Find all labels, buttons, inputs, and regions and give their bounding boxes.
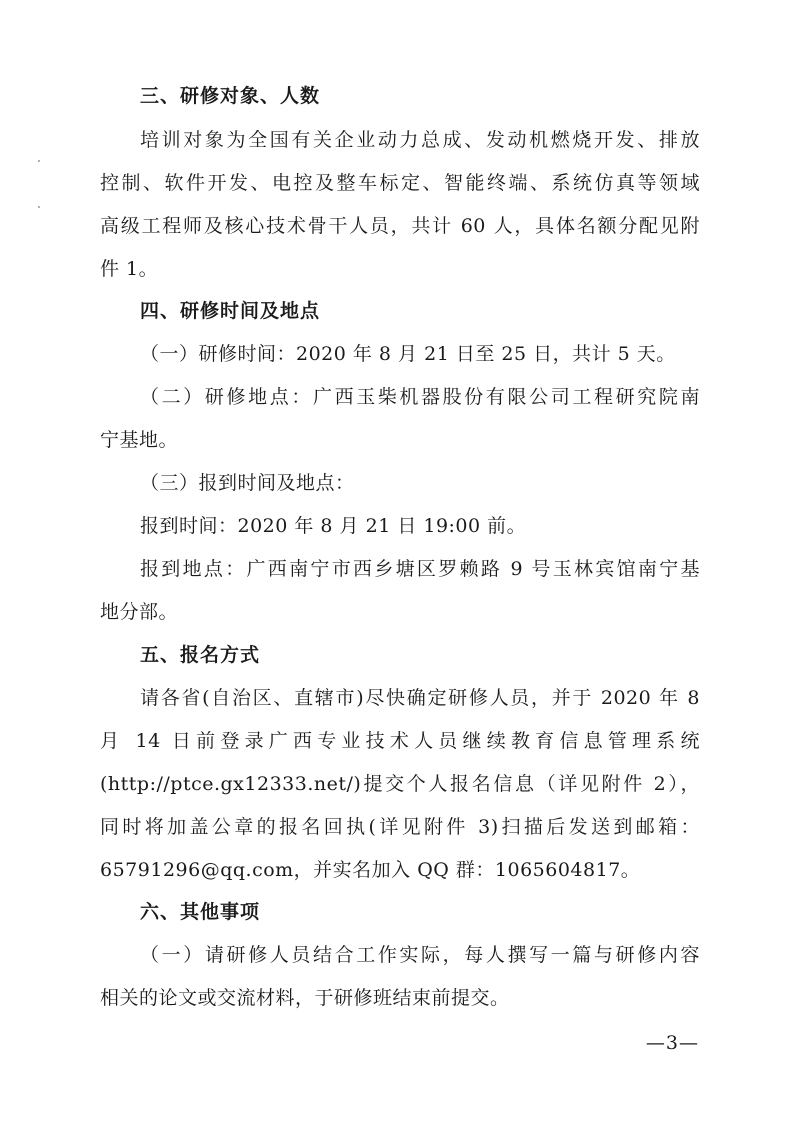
- section-4-time: （一）研修时间：2020 年 8 月 21 日至 25 日，共计 5 天。: [140, 343, 676, 365]
- section-4-report-heading: （三）报到时间及地点：: [140, 472, 355, 494]
- section-6-line-1: （一）请研修人员结合工作实际，每人撰写一篇与研修内容: [140, 944, 700, 966]
- section-6-line-2: 相关的论文或交流材料，于研修班结束前提交。: [100, 987, 510, 1009]
- section-4-report-time: 报到时间：2020 年 8 月 21 日 19:00 前。: [140, 515, 527, 537]
- section-3-heading: 三、研修对象、人数: [140, 85, 321, 107]
- section-5-line-3: (http://ptce.gx12333.net/)提交个人报名信息（详见附件 2），: [100, 773, 700, 795]
- section-6-heading: 六、其他事项: [140, 901, 261, 923]
- section-4-place-line-2: 宁基地。: [100, 429, 179, 451]
- section-5-line-4: 同时将加盖公章的报名回执(详见附件 3)扫描后发送到邮箱：: [100, 816, 700, 838]
- section-3-line-1: 培训对象为全国有关企业动力总成、发动机燃烧开发、排放: [140, 129, 700, 151]
- section-3-line-3: 高级工程师及核心技术骨干人员，共计 60 人，具体名额分配见附: [100, 215, 700, 237]
- section-5-line-2: 月 14 日前登录广西专业技术人员继续教育信息管理系统: [100, 730, 700, 752]
- section-5-line-1: 请各省(自治区、直辖市)尽快确定研修人员，并于 2020 年 8: [140, 687, 700, 709]
- section-4-report-place-line-1: 报到地点：广西南宁市西乡塘区罗赖路 9 号玉林宾馆南宁基: [140, 558, 700, 580]
- page-number: —3—: [645, 1032, 699, 1054]
- section-4-heading: 四、研修时间及地点: [140, 300, 321, 322]
- section-3-line-2: 控制、软件开发、电控及整车标定、智能终端、系统仿真等领域: [100, 172, 700, 194]
- section-4-place-line-1: （二）研修地点：广西玉柴机器股份有限公司工程研究院南: [140, 386, 700, 408]
- section-3-line-4: 件 1。: [100, 258, 159, 280]
- section-5-heading: 五、报名方式: [140, 644, 261, 666]
- section-4-report-place-line-2: 地分部。: [100, 601, 179, 623]
- section-5-line-5: 65791296@qq.com，并实名加入 QQ 群：1065604817。: [100, 859, 641, 881]
- scan-speck: [38, 206, 40, 208]
- scan-speck: [38, 160, 40, 162]
